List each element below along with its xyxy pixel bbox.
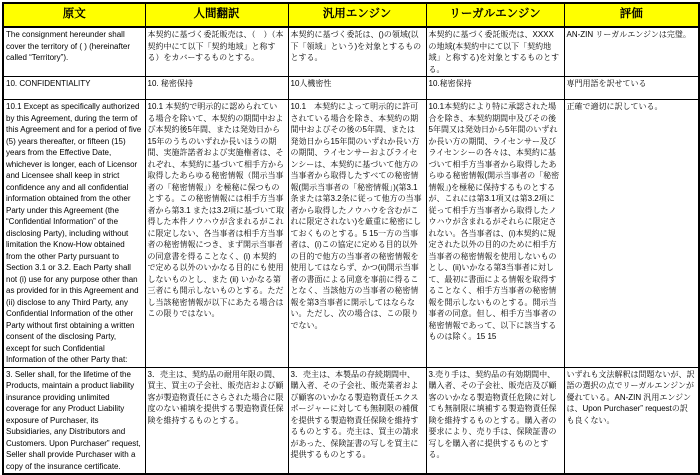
cell-r4-generic: 3．売主は、本製品の存続期間中、購入者、その子会社、販売業者および顧客のいかなる製造物責任エクスポージャーに対しても無制限の補償を提供する製造物責任保険を維持するものとする。売主は、買主の請求があった、保険証書の写しを買主に提供するものとする。 [288, 367, 426, 474]
cell-r2-human: 10. 秘密保持 [145, 77, 288, 100]
cell-r2-evaluation: 専門用語を訳せている [564, 77, 699, 100]
header-source-text: 原文 [3, 3, 145, 27]
cell-r1-generic: 本契約に基づく委託は、()の領域(以下「領域」という)を対象とするものとする。 [288, 27, 426, 77]
translation-comparison-table [2, 2, 700, 475]
cell-r1-human: 本契約に基づく委託販売は、（ ）（本契約中にて以下「契約地域」と称する）をカバーするものとする。 [145, 27, 288, 77]
header-generic-engine: 汎用エンジン [288, 3, 426, 27]
header-legal-engine: リーガルエンジン [426, 3, 564, 27]
cell-r1-evaluation: AN-ZIN リーガルエンジンは完璧。 [564, 27, 699, 77]
cell-r3-evaluation: 正確で適切に訳している。 [564, 100, 699, 368]
table-row-consignment [3, 27, 699, 77]
cell-r2-source: 10. CONFIDENTIALITY [3, 77, 145, 100]
cell-r1-legal: 本契約に基づく委託販売は、XXXXの地域(本契約中にて以下「契約地域」と称する)を対象とするものとする。 [426, 27, 564, 77]
cell-r2-generic: 10人機密性 [288, 77, 426, 100]
header-evaluation: 評価 [564, 3, 699, 27]
cell-r2-legal: 10.秘密保持 [426, 77, 564, 100]
cell-r4-source: 3. Seller shall, for the lifetime of the Products, maintain a product liability insurance providing unlimited coverage for any Product Liability exposure of Purchaser, its Subsidiaries, any Distributors and Customers. Upon Purchaser” request, Seller shall provide Purchaser with a copy of the insurance certificate. [3, 367, 145, 474]
table-row-confidentiality-heading [3, 77, 699, 100]
cell-r3-generic: 10.1 本契約によって明示的に許可されている場合を除き、本契約の期間中およびその後の5年間、または発効日から15年間のいずれか長い方の期間、ライセンサーおよびライセンシーは、本契約に基づいて他方の当事者から取得したすべての秘密情報(開示当事者の「秘密情報」)(第3.1条または第3.2条に従って他方の当事者から取得したノウハウを含むがこれに限定されない)を厳重に秘密にしておくものとする。5 15一方の当事者は、(i)この協定に定める目的以外の目的で他方の当事者の秘密情報を使用してはならず、かつ(ii)開示当事者の書面による同意を事前に得ることなく、当該他方の当事者の秘密情報を第3当事者に開示してはならない。ただし、次の場合は、この限りでない。 [288, 100, 426, 368]
header-human-translation: 人間翻訳 [145, 3, 288, 27]
cell-r1-source: The consignment hereunder shall cover the territory of ( ) (hereinafter called “Territory”). [3, 27, 145, 77]
cell-r4-evaluation: いずれも文法解釈は問題ないが、訳語の選択の点でリーガルエンジンが優れている。AN-ZIN 汎用エンジンは、Upon Purchaser” requestの訳も良くない。 [564, 367, 699, 474]
cell-r3-human: 10.1 本契約で明示的に認められている場合を除いて、本契約の期間中および本契約後5年間、または発効日から15年のうちのいずれか長いほうの期間、実施許諾者および実施権者は、それぞれ、本契約に基づいて相手方から取得したあらゆる秘密情報（開示当事者の「秘密情報」）を極秘に保つものとする。この秘密情報には相手方当事者から第3.1 または3.2項に基づいて取得した本件ノウハウが含まれるがこれに限定しない、各当事者は相手方当事者の秘密情報につき、まず開示当事者の同意書を得ることなく、(i) 本契約で定める以外のいかなる目的にも使用しないものとし、また (ii) いかなる第三者にも開示しないものとする。ただし当該秘密情報が以下にあたる場合はこの限りではない。 [145, 100, 288, 368]
cell-r4-legal: 3.売り手は、契約品の有効期間中、購入者、その子会社、販売店及び顧客のいかなる製造物責任危険に対しても無制限に填補する製造物責任保険を維持するものとする。購入者の要求により、売り手は、保険証書の写しを購入者に提供するものとする。 [426, 367, 564, 474]
cell-r4-human: 3．売主は、契約品の耐用年限の間、買主、買主の子会社、販売店および顧客が製造物責任にさらされた場合に限度のない補填を提供する製造物責任保険を維持するものとする。 [145, 367, 288, 474]
table-row-confidentiality-clause [3, 100, 699, 368]
header-row [3, 3, 699, 27]
cell-r3-legal: 10.1本契約により特に承認された場合を除き、本契約期間中及びその後5年間又は発効日から5年間のいずれか長い方の期間、ライセンサー及びライセンシーの各々は、本契約に基づいて相手方当事者から取得したあらゆる秘密情報(開示当事者の「秘密情報」)を極秘に保持するものとするが、これには第3.1項又は第3.2項に従って相手方当事者から取得したノウハウが含まれるがそれらに限定されない。各当事者は、(i)本契約に規定された以外の目的のために相手方当事者の秘密情報を使用しないものとし、(ii)いかなる第3当事者に対して、最初に書面による情報を取得することなく、相手方当事者の秘密情報を開示しないものとする。開示当事者の同意。但し、相手方当事者の秘密情報であって、以下に該当するものは除く。15 15 [426, 100, 564, 368]
cell-r3-source: 10.1 Except as specifically authorized by this Agreement, during the term of this Agreement and for a period of five (5) years thereafter, or fifteen (15) years from the Effective Date, whichever is longer, each of Licensor and Licensee shall keep in strict confidence any and all confidential information obtained from the other Party under this Agreement (the “Confidential Information” of the disclosing Party), including without limitation the Know-How obtained from the other Party pursuant to Section 3.1 or 3.2. Each Party shall not (i) use for any purpose other than as provided for in this Agreement and (ii) disclose to any Third Party, any Confidential Information of the other Party without first obtaining a written consent of the disclosing Party, except for such Confidential Information of the other Party that: [3, 100, 145, 368]
table-row-product-liability-clause [3, 367, 699, 474]
